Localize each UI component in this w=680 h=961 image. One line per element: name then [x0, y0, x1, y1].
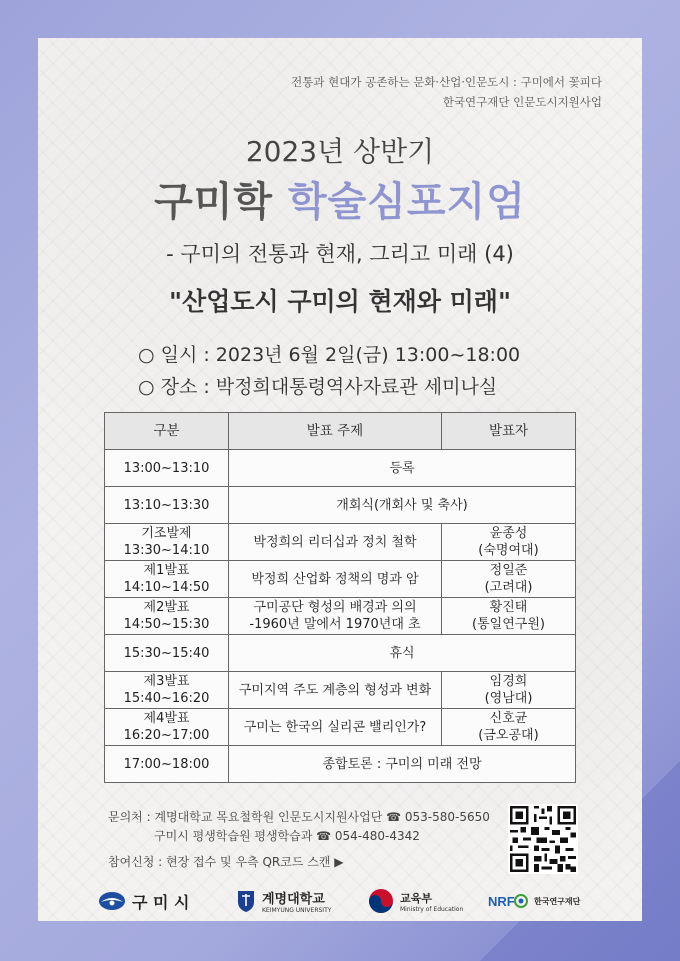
- table-row: [105, 598, 576, 635]
- table-row: [105, 450, 576, 487]
- row-label: 제2발표: [143, 600, 190, 615]
- row-speaker: [442, 672, 576, 709]
- speaker-affiliation: (통일연구원): [472, 617, 545, 632]
- taegeuk-icon: [368, 888, 394, 914]
- table-row: [105, 561, 576, 598]
- row-time: 13:10~13:30: [105, 487, 229, 524]
- keimyung-logo-text: 계명대학교: [262, 892, 325, 907]
- header-category: 구분: [105, 413, 229, 450]
- speaker-affiliation: (금오공대): [478, 728, 539, 743]
- row-session: [105, 598, 229, 635]
- table-row: [105, 524, 576, 561]
- row-topic: 구미지역 주도 계층의 형성과 변화: [229, 672, 442, 709]
- row-session: [105, 561, 229, 598]
- speaker-name: 신호균: [489, 711, 528, 726]
- row-time: 13:30~14:10: [123, 543, 210, 558]
- speaker-name: 윤종성: [489, 526, 528, 541]
- schedule-table: [104, 412, 576, 783]
- contact-line-2: 구미시 평생학습원 평생학습과 ☎ 054-480-4342: [154, 829, 420, 843]
- row-topic-line1: 구미공단 형성의 배경과 의의: [253, 600, 417, 615]
- row-session: [105, 709, 229, 746]
- poster-title: [38, 170, 642, 227]
- row-topic: [229, 598, 442, 635]
- row-session: [105, 524, 229, 561]
- row-topic: 구미는 한국의 실리콘 밸리인가?: [229, 709, 442, 746]
- speaker-name: 정일준: [489, 563, 528, 578]
- header-note-1: 전통과 현대가 공존하는 문화·산업·인문도시 : 구미에서 꽃피다: [291, 75, 602, 89]
- poster-year: 2023년 상반기: [245, 135, 435, 168]
- gumi-emblem-icon: [98, 890, 126, 912]
- keimyung-shield-icon: [236, 889, 256, 913]
- row-label: 제4발표: [143, 711, 190, 726]
- apply-info: 참여신청 : 현장 접수 및 우측 QR코드 스캔 ▶: [108, 855, 344, 869]
- poster-theme: "산업도시 구미의 현재와 미래": [169, 287, 511, 316]
- row-label: 제1발표: [143, 563, 190, 578]
- qr-code-icon[interactable]: [508, 804, 578, 874]
- row-topic: 종합토론 : 구미의 미래 전망: [229, 746, 576, 783]
- row-time: 17:00~18:00: [105, 746, 229, 783]
- table-header-row: [105, 413, 576, 450]
- row-topic-line2: -1960년 말에서 1970년대 초: [249, 617, 421, 632]
- event-venue: ○ 장소 : 박정희대통령역사자료관 세미나실: [138, 376, 498, 398]
- nrf-logo: [488, 888, 580, 914]
- title-part-2: 학술심포지엄: [288, 179, 526, 225]
- contact-line-1: 문의처 : 계명대학교 목요철학원 인문도시지원사업단 ☎ 053-580-5650: [108, 810, 490, 824]
- row-label: 기조발제: [141, 526, 192, 541]
- header-note-2: 한국연구재단 인문도시지원사업: [442, 95, 602, 109]
- table-row: [105, 635, 576, 672]
- gumi-logo-text: 구 미 시: [132, 892, 190, 912]
- event-date: ○ 일시 : 2023년 6월 2일(금) 13:00~18:00: [138, 344, 521, 366]
- speaker-name: 임경희: [489, 674, 528, 689]
- row-time: 15:40~16:20: [123, 691, 210, 706]
- row-time: 16:20~17:00: [123, 728, 210, 743]
- speaker-name: 황진태: [489, 600, 528, 615]
- row-time: 14:10~14:50: [123, 580, 210, 595]
- row-topic: 휴식: [229, 635, 576, 672]
- keimyung-logo-en: KEIMYUNG UNIVERSITY: [262, 907, 332, 914]
- logo-bar: [38, 888, 642, 918]
- nrf-logo-text: 한국연구재단: [534, 896, 581, 906]
- moe-logo-en: Ministry of Education: [400, 905, 464, 913]
- speaker-affiliation: (고려대): [484, 580, 533, 595]
- poster-subtitle: - 구미의 전통과 현재, 그리고 미래 (4): [166, 242, 514, 266]
- gumi-logo: [98, 888, 190, 914]
- row-speaker: [442, 709, 576, 746]
- nrf-emblem-icon: [488, 890, 528, 912]
- row-topic: 박정희 산업화 정책의 명과 암: [229, 561, 442, 598]
- row-topic: 박정희의 리더십과 정치 철학: [229, 524, 442, 561]
- row-time: 15:30~15:40: [105, 635, 229, 672]
- table-row: [105, 672, 576, 709]
- row-topic: 개회식(개회사 및 축사): [229, 487, 576, 524]
- header-topic: 발표 주제: [229, 413, 442, 450]
- table-row: [105, 746, 576, 783]
- speaker-affiliation: (숙명여대): [478, 543, 539, 558]
- keimyung-logo: [236, 888, 331, 914]
- speaker-affiliation: (영남대): [484, 691, 533, 706]
- row-time: 13:00~13:10: [105, 450, 229, 487]
- row-topic: 등록: [229, 450, 576, 487]
- row-speaker: [442, 598, 576, 635]
- title-part-1: 구미학: [154, 179, 274, 225]
- moe-logo: [368, 888, 463, 914]
- poster: [38, 38, 642, 921]
- nrf-logo-mark: NRF: [488, 894, 515, 909]
- table-row: [105, 487, 576, 524]
- header-speaker: 발표자: [442, 413, 576, 450]
- row-label: 제3발표: [143, 674, 190, 689]
- moe-logo-text: 교육부: [400, 891, 432, 905]
- row-speaker: [442, 524, 576, 561]
- row-time: 14:50~15:30: [123, 617, 210, 632]
- row-speaker: [442, 561, 576, 598]
- table-row: [105, 709, 576, 746]
- row-session: [105, 672, 229, 709]
